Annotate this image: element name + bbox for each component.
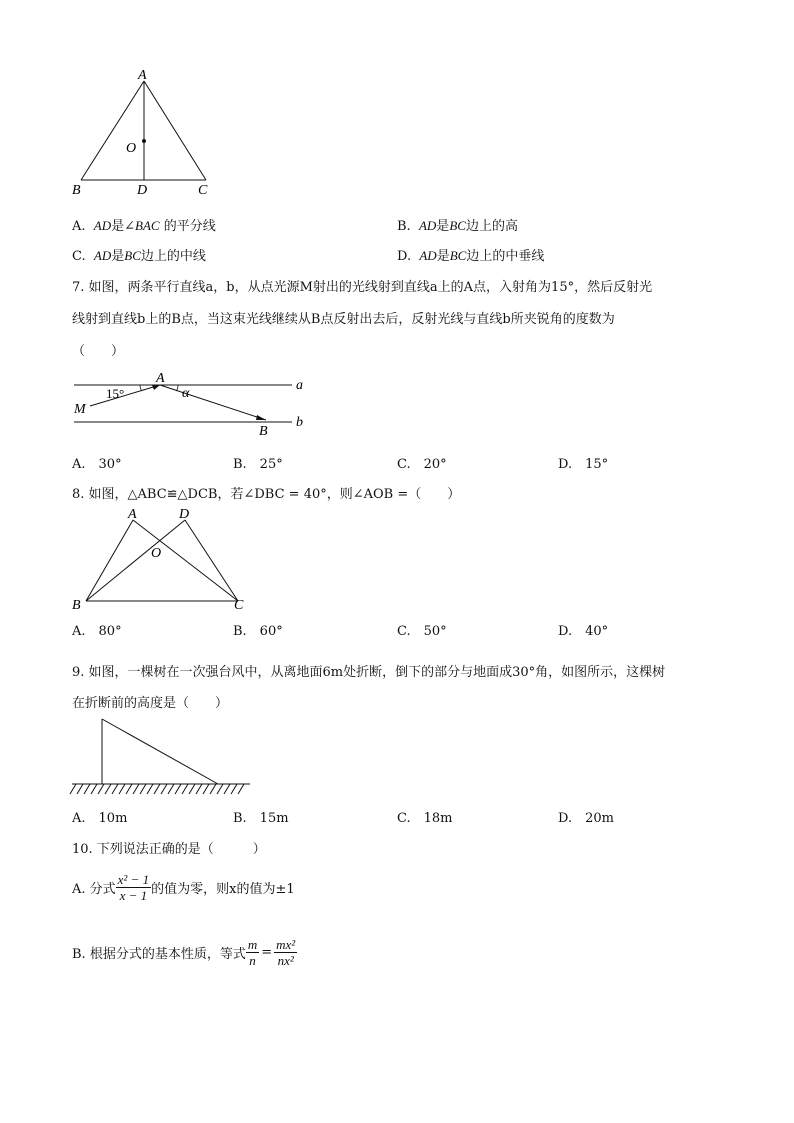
q7-text-line2: 线射到直线b上的B点，当这束光线继续从B点反射出去后，反射光线与直线b所夹锐角的度数为 [72,312,615,327]
q9-option-d[interactable]: D. 20m [558,811,614,826]
label-b-point: B [259,424,268,439]
q8-option-a[interactable]: A. 80° [72,624,122,639]
q7-option-d[interactable]: D. 15° [558,457,609,472]
angle-arc-alpha [176,385,178,391]
hatch-mark [147,784,153,794]
ray-ab [160,385,266,420]
arrow-ab [256,415,266,420]
hatch-mark [175,784,181,794]
segment-cd [185,520,238,601]
ray-ma [90,385,160,406]
figure-q8-congruent-triangles [66,505,256,615]
q6-option-b[interactable]: B. AD是BC边上的高 [397,218,518,234]
q9-text-line1: 9. 如图，一棵树在一次强台风中，从离地面6m处折断，倒下的部分与地面成30°角，如图所示，这棵树 [72,665,666,680]
q9-option-c[interactable]: C. 18m [397,811,453,826]
hatch-mark [168,784,174,794]
fallen-part [102,719,218,784]
hatch-mark [182,784,188,794]
q6-option-d[interactable]: D. AD是BC边上的中垂线 [397,248,545,264]
hatch-mark [140,784,146,794]
fraction-mx2-nx2: $\frac{\text{mx²}}{\text{nx²}}$ [276,937,296,968]
q7-option-a[interactable]: A. 30° [72,457,122,472]
q7-option-c[interactable]: C. 20° [397,457,447,472]
hatch-mark [112,784,118,794]
q8-option-c[interactable]: C. 50° [397,624,447,639]
label-c: C [198,183,208,198]
hatch-mark [119,784,125,794]
label-a: A [128,507,137,522]
hatch-mark [154,784,160,794]
hatch-mark [217,784,223,794]
hatch-mark [196,784,202,794]
hatch-mark [84,784,90,794]
label-d: D [137,183,148,198]
q8-option-b[interactable]: B. 60° [233,624,283,639]
hatch-mark [231,784,237,794]
point-o [142,139,146,143]
segment-ba [86,520,133,601]
label-b: B [72,598,81,613]
segment-ac [133,520,238,601]
q8-option-d[interactable]: D. 40° [558,624,609,639]
hatch-mark [98,784,104,794]
q7-answer-paren: （ ） [72,344,125,359]
hatch-mark [224,784,230,794]
label-c: C [234,598,244,613]
hatch-mark [105,784,111,794]
q10-text: 10. 下列说法正确的是（ ） [72,842,266,857]
hatch-mark [189,784,195,794]
fraction-m-n: $\frac{m}{n}$ [247,937,258,968]
hatch-mark [210,784,216,794]
q9-text-line2: 在折断前的高度是（ ） [72,696,229,711]
q8-text: 8. 如图，△ABC≌△DCB，若∠DBC = 40°，则∠AOB =（ ） [72,487,461,502]
hatch-mark [203,784,209,794]
hatch-mark [161,784,167,794]
label-o: O [126,141,137,156]
hatch-mark [70,784,76,794]
figure-q7-parallel-lines [70,370,320,440]
label-line-a: a [296,378,303,393]
segment-db [86,520,185,601]
q10-option-a[interactable]: A. 分式 $\frac{\text{x² − 1}}{x - 1}$ 的值为零，则x的值为±1 [72,872,295,903]
label-a: A [138,68,147,83]
figure-q9-broken-tree [70,715,260,800]
label-alpha: α [182,386,190,401]
q9-option-b[interactable]: B. 15m [233,811,289,826]
hatch-mark [77,784,83,794]
label-d: D [179,507,190,522]
hatch-mark [133,784,139,794]
fraction-a: $\frac{\text{x² − 1}}{x - 1}$ [117,872,150,903]
hatch-mark [126,784,132,794]
q6-option-a[interactable]: A. AD是∠BAC 的平分线 [72,218,216,234]
q6-option-c[interactable]: C. AD是BC边上的中线 [72,248,206,264]
label-a-point: A [156,371,165,386]
q7-option-b[interactable]: B. 25° [233,457,283,472]
hatch-mark [238,784,244,794]
angle-arc-15 [140,385,142,391]
label-m: M [74,402,86,417]
label-15deg: 15° [106,386,125,401]
q10-option-b[interactable]: B. 根据分式的基本性质，等式 $\frac{m}{n}$ = $\frac{\text{mx²}}{\text{nx²}}$ [72,937,296,968]
q9-option-a[interactable]: A. 10m [72,811,128,826]
hatch-mark [91,784,97,794]
side-ac [144,81,206,180]
figure-q6-triangle [60,62,230,202]
label-b: B [72,183,81,198]
ground-hatching [70,784,244,794]
label-line-b: b [296,415,303,430]
q7-text-line1: 7. 如图，两条平行直线a，b，从点光源M射出的光线射到直线a上的A点，入射角为15°，然后反射光 [72,280,653,295]
side-ab [81,81,144,180]
label-o: O [151,546,162,561]
